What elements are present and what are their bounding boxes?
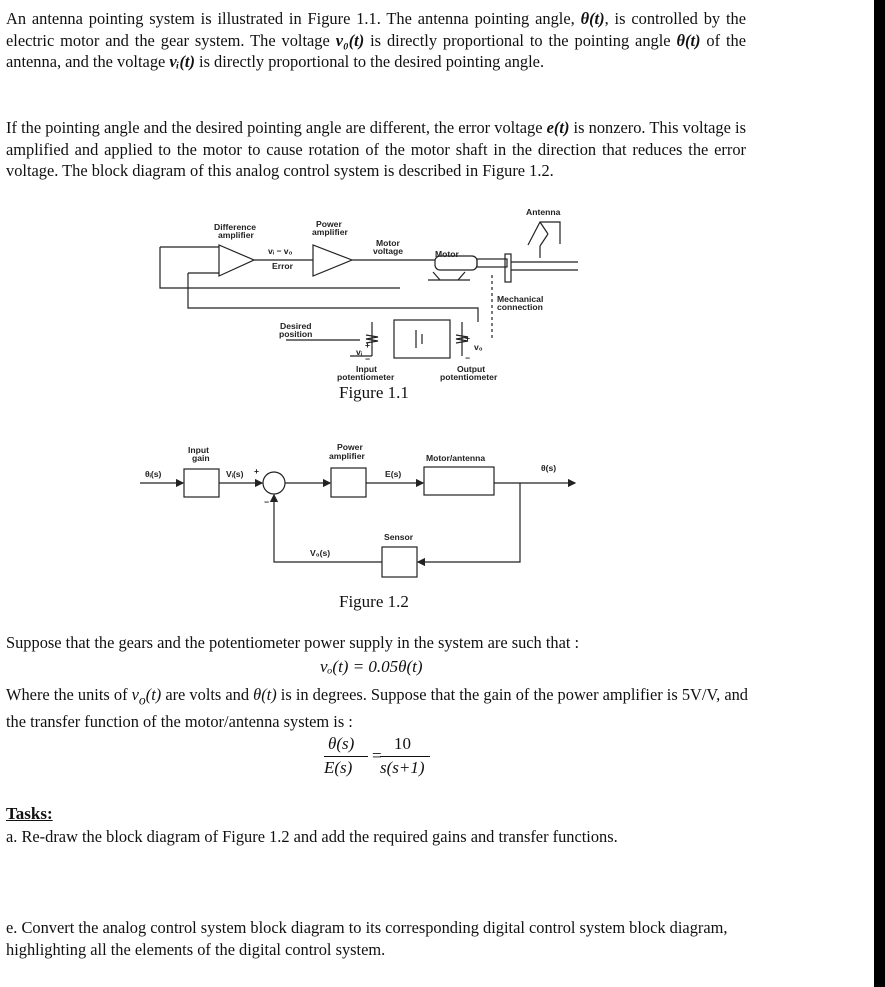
task-e: e. Convert the analog control system block diagram to its corresponding digital control system block diagram, highlighting all the elements of the digital control system. [6,918,728,959]
motor-voltage-label-2: voltage [373,246,404,256]
e-s-label: E(s) [385,469,402,479]
vo-label: v₀ [474,342,483,352]
antenna-label: Antenna [526,207,561,217]
minus-sign-output: − [465,353,471,363]
tf-numerator-right: 10 [394,734,411,753]
paragraph-intro: An antenna pointing system is illustrated in Figure 1.1. The antenna pointing angle, θ(t), is controlled by the electric motor and the gear system. The voltage v₀(t) is directly proportional to the pointing angle θ(t) of the antenna, and the voltage vᵢ(t) is directly proportional to the desired pointing angle. [6,9,746,71]
paragraph-gears: Suppose that the gears and the potentiometer power supply in the system are such that : [6,633,580,652]
input-potentiometer-label-2: potentiometer [337,372,395,382]
mechanical-connection-label-2: connection [497,302,543,312]
plus-sign: + [254,466,260,476]
antenna-symbol [528,222,560,245]
sensor-block [382,547,417,577]
power-amplifier-label-2: amplifier [312,227,348,237]
transfer-function [322,734,442,784]
input-gain-label-1: Input [188,445,209,455]
minus-sign-input: − [365,354,371,364]
desired-position-label-1: Desired [280,321,312,331]
plus-sign-input: + [365,340,371,350]
power-amplifier-block [331,468,366,497]
paragraph-units: Where the units of $v_o(t)$ are volts and θ(t) is in degrees. Suppose that the gain of the power amplifier is 5V/V, and the transfer function of the motor/antenna system is : [6,685,748,731]
power-amplifier-label-1: Power [316,219,342,229]
vi-minus-vo-label: vᵢ − v₀ [268,246,293,256]
tasks-heading: Tasks: [6,804,53,823]
power-amplifier-label-2: amplifier [329,451,365,461]
motor-label: Motor [435,249,459,259]
power-amplifier-symbol [313,245,352,276]
task-a: a. Re-draw the block diagram of Figure 1.2 and add the required gains and transfer functions. [6,827,618,846]
tf-denominator-right: s(s+1) [380,758,425,777]
tf-equals: = [372,746,382,765]
minus-sign: − [264,497,270,507]
equation-vo: vₒ(t) = 0.05θ(t) [320,657,423,676]
figure-1-2-block-diagram [0,435,600,585]
output-potentiometer-label-1: Output [457,364,486,374]
error-label: Error [272,261,294,271]
vi-label: vᵢ [356,347,362,357]
figure-1-2-caption: Figure 1.2 [339,592,409,611]
input-gain-block [184,469,219,497]
mechanical-connection-label-1: Mechanical [497,294,544,304]
desired-position-label-2: position [279,329,313,339]
motor-antenna-block [424,467,494,495]
tf-numerator-left: θ(s) [328,734,355,753]
vo-s-label: V₀(s) [310,548,331,558]
motor-antenna-label: Motor/antenna [426,453,486,463]
input-gain-label-2: gain [192,453,210,463]
figure-1-1-diagram [0,200,620,415]
difference-amplifier-label-2: amplifier [218,230,254,240]
sensor-label: Sensor [384,532,414,542]
tf-denominator-left: E(s) [324,758,353,777]
summing-junction [263,472,285,494]
output-potentiometer-label-2: potentiometer [440,372,498,382]
motor-voltage-label-1: Motor [376,238,400,248]
plus-sign-output: + [465,333,471,343]
difference-amplifier-label-1: Difference [214,222,257,232]
difference-amplifier-symbol [219,245,254,276]
theta-s-label: θ(s) [541,463,557,473]
power-amplifier-label-1: Power [337,442,363,452]
theta-i-label: θᵢ(s) [145,469,162,479]
paragraph-error-voltage: If the pointing angle and the desired pointing angle are different, the error voltage e(t) is nonzero. This voltage is amplified and applied to the motor to cause rotation of the motor shaft in the direction that reduces the error voltage. The block diagram of this analog control system is described in Figure 1.2. [6,118,746,180]
input-potentiometer-label-1: Input [356,364,377,374]
figure-1-1-caption: Figure 1.1 [339,383,409,402]
right-edge-bar [874,0,885,987]
vi-s-label: Vᵢ(s) [226,469,244,479]
